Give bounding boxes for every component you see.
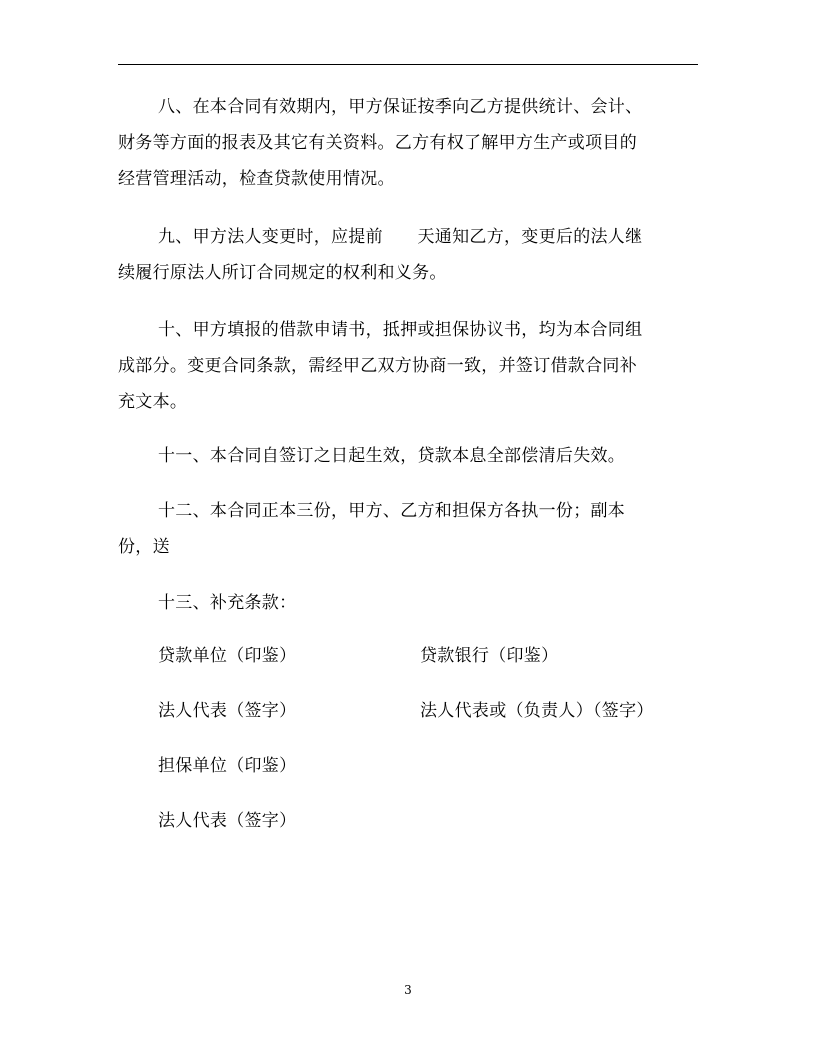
clause-10 [118,312,698,420]
signature-row-2 [118,693,698,729]
bank-legal-rep-signature-label: 法人代表或（负责人）（签字） [420,701,654,721]
signature-row-3 [118,748,698,784]
clause-9 [118,219,698,291]
clause-8-line-1: 八、在本合同有效期内，甲方保证按季向乙方提供统计、会计、 [158,97,643,117]
clause-12-line-2: 份，送 [118,537,170,557]
header-rule [118,64,698,65]
clause-9-line-1: 九、甲方法人变更时，应提前 天通知乙方，变更后的法人继 [158,227,643,247]
borrower-legal-rep-signature-label: 法人代表（签字） [158,701,297,721]
page-number: 3 [404,983,412,997]
clause-12 [118,493,698,565]
clause-13-line-1: 十三、补充条款： [158,593,297,613]
clause-11-line-1: 十一、本合同自签订之日起生效，贷款本息全部偿清后失效。 [158,446,626,466]
lending-bank-seal-label: 贷款银行（印鉴） [420,646,559,666]
signature-row-1 [118,638,698,674]
signature-row-4 [118,803,698,839]
clause-9-line-2: 续履行原法人所订合同规定的权利和义务。 [118,263,447,283]
lender-unit-seal-label: 贷款单位（印鉴） [158,646,297,666]
clause-8-line-3: 经营管理活动，检查贷款使用情况。 [118,169,395,189]
clause-10-line-2: 成部分。变更合同条款，需经甲乙双方协商一致，并签订借款合同补 [118,356,637,376]
clause-10-line-3: 充文本。 [118,392,188,412]
guarantor-unit-seal-label: 担保单位（印鉴） [158,756,297,776]
guarantor-legal-rep-signature-label: 法人代表（签字） [158,811,297,831]
clause-12-line-1: 十二、本合同正本三份，甲方、乙方和担保方各执一份；副本 [158,501,626,521]
clause-8 [118,89,698,197]
clause-10-line-1: 十、甲方填报的借款申请书，抵押或担保协议书，均为本合同组 [158,320,643,340]
clause-13 [118,585,698,621]
clause-11 [118,438,698,474]
clause-8-line-2: 财务等方面的报表及其它有关资料。乙方有权了解甲方生产或项目的 [118,133,637,153]
